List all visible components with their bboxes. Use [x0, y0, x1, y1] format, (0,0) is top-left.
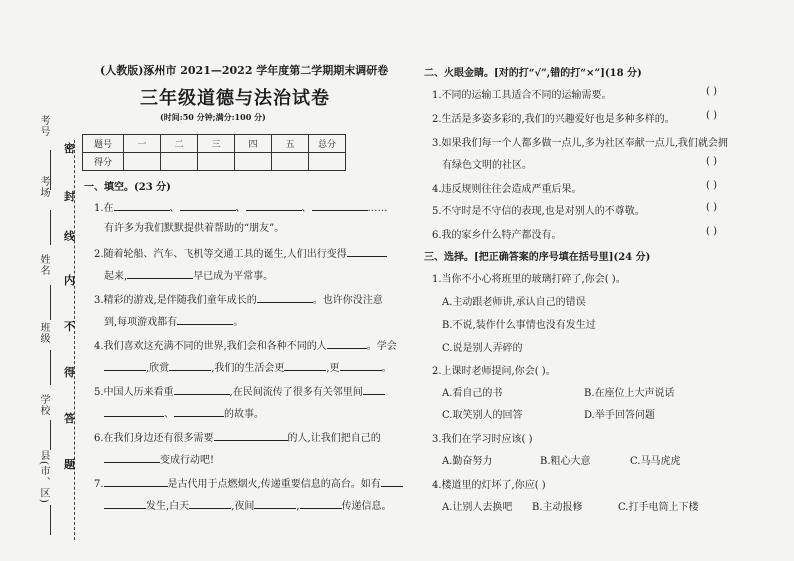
q-text: ,更	[326, 363, 340, 374]
answer-blank[interactable]	[104, 498, 146, 509]
fill-question-7	[94, 476, 403, 492]
answer-blank[interactable]	[246, 200, 302, 211]
q-text: 。	[381, 363, 392, 374]
exam-time-score: (时间:50 分钟;满分:100 分)	[160, 112, 266, 122]
answer-paren[interactable]: ( )	[706, 86, 717, 97]
seal-char: 封	[64, 190, 75, 203]
q-text: 4.我们喜欢这充满不同的世界,我们会和各种不同的人	[94, 341, 327, 352]
q-text: 3.精彩的游戏,是伴随我们童年成长的	[94, 295, 257, 306]
q-text: 。学会	[366, 341, 397, 352]
fill-question-5-cont	[104, 406, 264, 422]
seal-char: 密	[64, 142, 75, 155]
seal-char: 线	[64, 230, 75, 243]
choice-option[interactable]: B.不说,装作什么事情也没有发生过	[442, 320, 596, 331]
choice-option[interactable]: C.说是别人弄碎的	[442, 343, 523, 354]
score-table	[82, 134, 346, 171]
exam-title: 三年级道德与法治试卷	[140, 88, 330, 109]
fill-question-1-cont: 有许多为我们默默提供着帮助的“朋友”。	[104, 223, 285, 234]
q-text: 1.在	[94, 203, 114, 214]
q-text: 、	[301, 203, 312, 214]
choice-option[interactable]: C.马马虎虎	[630, 456, 681, 467]
fill-question-1	[94, 200, 388, 216]
name-line	[50, 285, 51, 320]
score-cell[interactable]	[161, 153, 198, 171]
section2-title: 二、火眼金睛。[对的打“√”,错的打“×”](18 分)	[424, 68, 642, 79]
q-text: 发生,白天	[146, 501, 190, 512]
score-header-cell: 一	[124, 135, 161, 153]
q-text: 变成行动吧!	[160, 455, 215, 466]
score-cell[interactable]	[309, 153, 346, 171]
seal-char: 题	[64, 458, 75, 471]
answer-blank[interactable]	[180, 200, 236, 211]
binding-strip	[0, 0, 80, 561]
q-text: 早已成为平常事。	[193, 271, 274, 282]
choice-question-4: 4.楼道里的灯坏了,你应( )	[432, 480, 546, 491]
q-text: 6.我的家乡什么特产都没有。	[432, 230, 562, 241]
answer-blank[interactable]	[169, 360, 211, 371]
q-text: 的故事。	[224, 409, 264, 420]
answer-blank[interactable]	[104, 452, 160, 463]
q-text: 1.不同的运输工具适合不同的运输需要。	[432, 90, 612, 101]
choice-option[interactable]: C.打手电筒上下楼	[618, 502, 699, 513]
choice-option[interactable]: B.主动报修	[532, 502, 583, 513]
fill-question-5	[94, 384, 385, 400]
q-text: 、	[164, 409, 174, 420]
q-text: ,夜间	[231, 501, 255, 512]
answer-blank[interactable]	[177, 314, 233, 325]
score-header-cell: 三	[198, 135, 235, 153]
q-text: 有绿色文明的社区。	[442, 160, 532, 171]
exam-subtitle: (人教版)涿州市 2021—2022 学年度第二学期期末调研卷	[100, 64, 389, 77]
q-text: 起来,	[104, 271, 128, 282]
q-text: 、	[169, 203, 180, 214]
judge-question-5	[432, 202, 717, 217]
answer-paren[interactable]: ( )	[706, 226, 717, 237]
q-text: 、	[235, 203, 246, 214]
choice-question-2: 2.上课时老师提问,你会( )。	[432, 366, 556, 377]
score-header-cell: 五	[272, 135, 309, 153]
score-header-cell: 四	[235, 135, 272, 153]
score-cell[interactable]	[235, 153, 272, 171]
section1-title: 一、填空。(23 分)	[84, 182, 171, 193]
q-text: ,	[296, 501, 300, 512]
fill-question-7-cont	[104, 498, 392, 514]
score-cell[interactable]	[272, 153, 309, 171]
q-text: ,在民间流传了很多有关邻里间	[229, 387, 363, 398]
score-cell[interactable]	[124, 153, 161, 171]
fill-question-2-cont	[104, 268, 273, 284]
answer-blank[interactable]	[363, 384, 385, 395]
field-name: 姓名	[38, 254, 49, 276]
answer-blank[interactable]	[312, 200, 368, 211]
q-text: 6.在我们身边还有很多需要	[94, 433, 214, 444]
choice-option[interactable]: B.粗心大意	[540, 456, 591, 467]
field-county: 县(市、区)	[38, 450, 49, 504]
answer-blank[interactable]	[284, 360, 326, 371]
q-text: ……	[367, 203, 388, 214]
seal-char: 不	[64, 320, 75, 333]
fill-question-3-cont	[104, 314, 243, 330]
q-text: ,我们的生活会更	[211, 363, 285, 374]
q-text: 2.生活是多姿多彩的,我们的兴趣爱好也是多种多样的。	[432, 114, 675, 125]
score-table-header-row	[83, 135, 346, 153]
score-row-label: 得分	[83, 153, 124, 171]
choice-option[interactable]: A.看自己的书	[442, 388, 503, 399]
answer-blank[interactable]	[114, 200, 170, 211]
choice-option[interactable]: A.勤奋努力	[442, 456, 493, 467]
q-text: 5.不守时是不守信的表现,也是对别人的不尊敬。	[432, 206, 645, 217]
q-text: 到,每项游戏都有	[104, 317, 178, 328]
answer-blank[interactable]	[381, 476, 403, 487]
choice-option[interactable]: A.主动跟老师讲,承认自己的错误	[442, 297, 586, 308]
judge-question-1	[432, 86, 717, 101]
field-class: 班级	[38, 322, 49, 344]
q-text: 传递信息。	[341, 501, 392, 512]
answer-blank[interactable]	[347, 246, 387, 257]
fill-question-4	[94, 338, 397, 354]
class-line	[50, 350, 51, 385]
score-table-score-row	[83, 153, 346, 171]
answer-blank[interactable]	[174, 384, 230, 395]
answer-blank[interactable]	[327, 338, 367, 349]
q-text: 是古代用于点燃烟火,传递重要信息的高台。如有	[167, 479, 381, 490]
score-header-cell: 总分	[309, 135, 346, 153]
choice-option[interactable]: B.在座位上大声说话	[584, 388, 675, 399]
choice-option[interactable]: A.让别人去换吧	[442, 502, 513, 513]
exam-room-line	[50, 210, 51, 245]
q-text: 5.中国人历来看重	[94, 387, 174, 398]
fill-question-3	[94, 292, 383, 308]
answer-paren[interactable]: ( )	[706, 110, 717, 121]
seal-char: 得	[64, 366, 75, 379]
answer-blank[interactable]	[189, 498, 231, 509]
judge-question-3: 3.如果我们每一个人都多做一点儿,多为社区奉献一点儿,我们就会拥	[432, 138, 728, 149]
answer-blank[interactable]	[104, 476, 168, 487]
seal-char: 内	[64, 274, 75, 287]
score-cell[interactable]	[198, 153, 235, 171]
fill-question-6	[94, 430, 381, 446]
answer-blank[interactable]	[174, 406, 224, 417]
field-school: 学校	[38, 394, 49, 416]
judge-question-6	[432, 226, 717, 241]
answer-blank[interactable]	[214, 430, 288, 441]
answer-blank[interactable]	[340, 360, 382, 371]
answer-blank[interactable]	[104, 360, 146, 371]
school-line	[50, 420, 51, 450]
q-text: 的人,让我们把自己的	[287, 433, 381, 444]
q-text: 。也许你没注意	[312, 295, 383, 306]
field-exam-number: 考号	[38, 115, 49, 137]
judge-question-4	[432, 180, 717, 195]
fill-question-2	[94, 246, 387, 262]
fill-question-4-cont	[104, 360, 392, 376]
field-exam-room: 考场	[38, 176, 49, 198]
answer-blank[interactable]	[104, 406, 164, 417]
judge-question-2	[432, 110, 717, 125]
answer-paren[interactable]: ( )	[706, 156, 717, 167]
answer-blank[interactable]	[257, 292, 313, 303]
answer-blank[interactable]	[300, 498, 342, 509]
judge-question-3-cont	[442, 156, 717, 171]
q-text: 4.违反规则往往会造成严重后果。	[432, 184, 582, 195]
choice-question-3: 3.我们在学习时应该( )	[432, 434, 533, 445]
score-header-cell: 二	[161, 135, 198, 153]
q-text: 2.随着轮船、汽车、飞机等交通工具的诞生,人们出行变得	[94, 249, 347, 260]
choice-option[interactable]: D.举手回答问题	[584, 410, 655, 421]
answer-blank[interactable]	[127, 268, 193, 279]
choice-question-1: 1.当你不小心将班里的玻璃打碎了,你会( )。	[432, 274, 626, 285]
q-text: ,欣赏	[146, 363, 170, 374]
answer-paren[interactable]: ( )	[706, 202, 717, 213]
answer-paren[interactable]: ( )	[706, 180, 717, 191]
answer-blank[interactable]	[254, 498, 296, 509]
county-line	[50, 505, 51, 535]
score-header-cell: 题号	[83, 135, 124, 153]
q-text: 7.	[94, 479, 104, 490]
fill-question-6-cont	[104, 452, 214, 468]
section3-title: 三、选择。[把正确答案的序号填在括号里](24 分)	[424, 252, 651, 263]
choice-option[interactable]: C.取笑别人的回答	[442, 410, 523, 421]
seal-char: 答	[64, 412, 75, 425]
q-text: 。	[233, 317, 244, 328]
